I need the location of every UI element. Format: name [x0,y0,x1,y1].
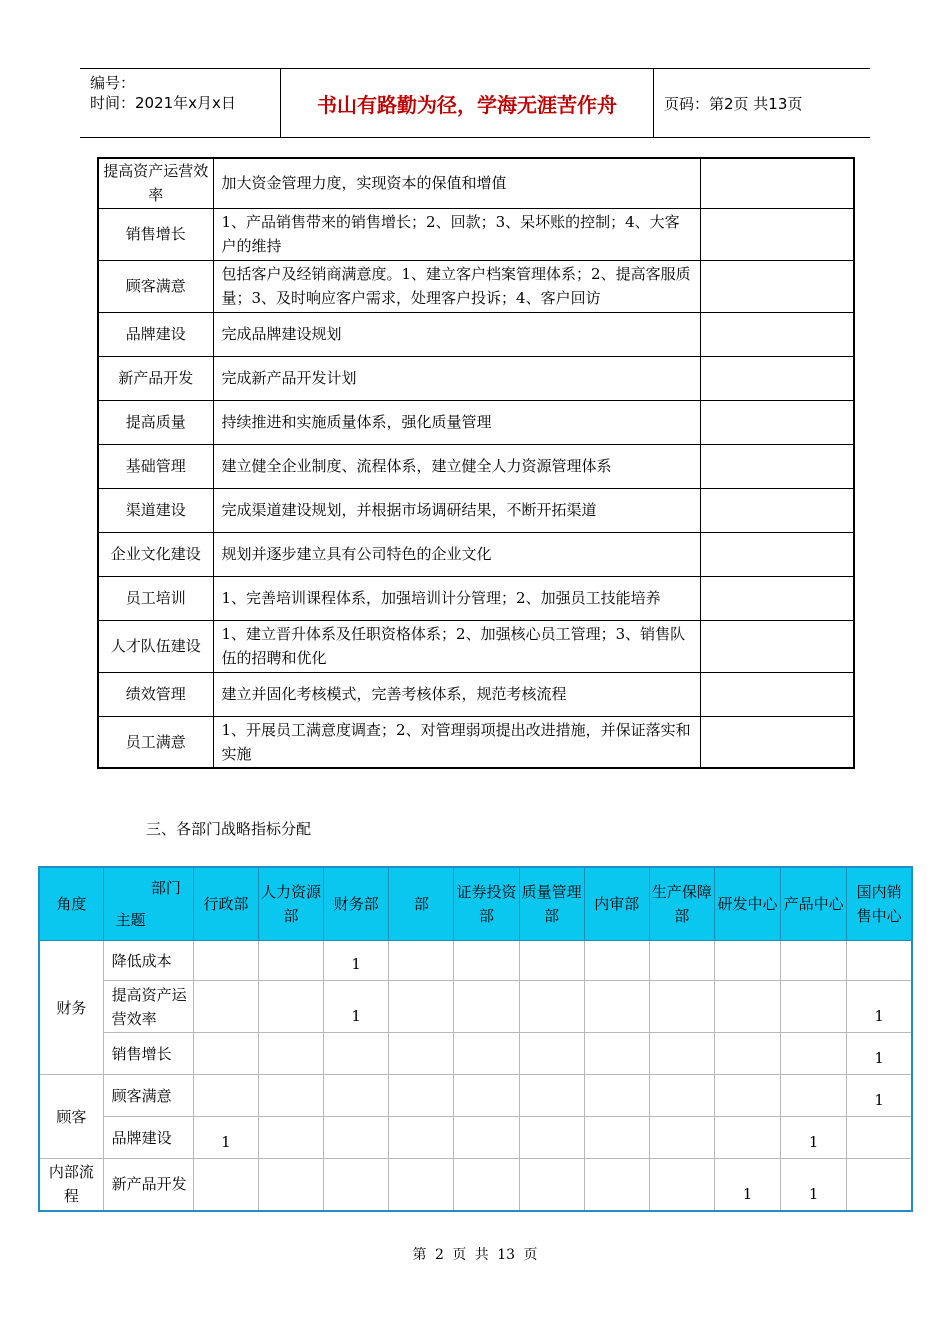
table-row [98,260,854,312]
value-cell: 1 [781,1117,847,1159]
department-header: 部 [389,867,454,941]
value-cell [324,1159,389,1211]
strategy-content-table [97,157,855,769]
value-cell [584,1159,649,1211]
value-cell [584,981,649,1033]
row-key: 人才队伍建设 [98,620,213,672]
value-cell [454,1033,519,1075]
table-row [98,620,854,672]
value-cell [193,941,258,981]
value-cell [454,981,519,1033]
table-row [98,672,854,716]
department-header: 研发中心 [714,867,780,941]
value-cell [454,1117,519,1159]
header-meta [80,69,281,137]
page-indicator: 页码：第2页 共13页 [664,94,803,113]
row-key: 企业文化建设 [98,532,213,576]
table-row [98,312,854,356]
row-note [700,312,854,356]
department-header: 内审部 [584,867,649,941]
row-content: 1、建立晋升体系及任职资格体系；2、加强核心员工管理；3、销售队伍的招聘和优化 [213,620,700,672]
value-cell [714,1075,780,1117]
value-cell [519,981,584,1033]
row-note [700,620,854,672]
row-content: 持续推进和实施质量体系，强化质量管理 [213,400,700,444]
row-content: 建立并固化考核模式，完善考核体系，规范考核流程 [213,672,700,716]
row-key: 新产品开发 [98,356,213,400]
table-row [39,1075,912,1117]
row-content: 加大资金管理力度，实现资本的保值和增值 [213,158,700,208]
table-header-row [39,867,912,941]
table-row [98,532,854,576]
row-note [700,260,854,312]
table-row [39,981,912,1033]
angle-cell: 财务 [39,941,103,1075]
value-cell [258,1033,323,1075]
value-cell [193,1075,258,1117]
value-cell [389,1033,454,1075]
value-cell: 1 [324,981,389,1033]
value-cell [324,1033,389,1075]
value-cell: 1 [324,941,389,981]
value-cell [847,1159,912,1211]
value-cell [389,1075,454,1117]
row-key: 顾客满意 [98,260,213,312]
row-note [700,532,854,576]
table-row [98,716,854,768]
value-cell [454,941,519,981]
department-header: 生产保障部 [649,867,714,941]
value-cell [649,1117,714,1159]
number-label: 编号： [90,74,136,92]
value-cell [258,1075,323,1117]
department-header: 质量管理部 [519,867,584,941]
value-cell [649,941,714,981]
value-cell [324,1075,389,1117]
row-content: 1、产品销售带来的销售增长；2、回款；3、呆坏账的控制；4、大客户的维持 [213,208,700,260]
value-cell [584,1033,649,1075]
topic-cell: 销售增长 [103,1033,193,1075]
page-header [80,68,870,138]
row-content: 建立健全企业制度、流程体系，建立健全人力资源管理体系 [213,444,700,488]
topic-cell: 新产品开发 [103,1159,193,1211]
value-cell [258,981,323,1033]
value-cell [258,1159,323,1211]
row-note [700,444,854,488]
row-content: 1、开展员工满意度调查；2、对管理弱项提出改进措施，并保证落实和实施 [213,716,700,768]
department-header: 证券投资部 [454,867,519,941]
department-header: 人力资源部 [258,867,323,941]
page-footer: 第 2 页 共 13 页 [412,1247,538,1263]
row-content: 完成品牌建设规划 [213,312,700,356]
value-cell [389,1159,454,1211]
value-cell [649,1159,714,1211]
value-cell: 1 [847,981,912,1033]
value-cell [258,1117,323,1159]
header-motto: 书山有路勤为径，学海无涯苦作舟 [281,69,654,137]
value-cell [519,1075,584,1117]
value-cell [714,981,780,1033]
value-cell [781,1075,847,1117]
value-cell: 1 [847,1033,912,1075]
value-cell [714,941,780,981]
value-cell [519,1033,584,1075]
table-row [39,1159,912,1211]
table-row [98,208,854,260]
value-cell [389,941,454,981]
value-cell: 1 [847,1075,912,1117]
department-header: 产品中心 [781,867,847,941]
value-cell [781,941,847,981]
value-cell [193,1033,258,1075]
row-content: 完成新产品开发计划 [213,356,700,400]
row-note [700,356,854,400]
department-indicator-table [38,866,913,1212]
table-row [39,1117,912,1159]
row-key: 员工满意 [98,716,213,768]
row-note [700,576,854,620]
value-cell [519,1159,584,1211]
row-key: 销售增长 [98,208,213,260]
value-cell [847,941,912,981]
strategy-content-body [98,158,854,768]
row-content: 规划并逐步建立具有公司特色的企业文化 [213,532,700,576]
department-indicator-body [39,867,912,1211]
value-cell [584,941,649,981]
value-cell: 1 [781,1159,847,1211]
department-header: 国内销售中心 [847,867,912,941]
corner-bottom: 主题 [115,911,146,929]
row-key: 绩效管理 [98,672,213,716]
value-cell [649,1075,714,1117]
row-content: 包括客户及经销商满意度。1、建立客户档案管理体系；2、提高客服质量；3、及时响应客户需求，处理客户投诉；4、客户回访 [213,260,700,312]
angle-cell: 内部流程 [39,1159,103,1211]
row-key: 提高资产运营效率 [98,158,213,208]
topic-cell: 品牌建设 [103,1117,193,1159]
value-cell [324,1117,389,1159]
department-header: 行政部 [193,867,258,941]
table-row [98,356,854,400]
row-note [700,716,854,768]
value-cell [258,941,323,981]
value-cell [714,1033,780,1075]
topic-cell: 顾客满意 [103,1075,193,1117]
table-row [39,941,912,981]
table-row [98,576,854,620]
value-cell [193,981,258,1033]
row-note [700,488,854,532]
row-key: 员工培训 [98,576,213,620]
corner-top: 部门 [150,879,181,897]
topic-cell: 降低成本 [103,941,193,981]
row-key: 品牌建设 [98,312,213,356]
row-note [700,400,854,444]
date-label: 时间：2021年x月x日 [90,94,236,112]
row-key: 渠道建设 [98,488,213,532]
value-cell [519,1117,584,1159]
value-cell [454,1075,519,1117]
value-cell: 1 [193,1117,258,1159]
value-cell [193,1159,258,1211]
value-cell [584,1075,649,1117]
row-key: 提高质量 [98,400,213,444]
value-cell [584,1117,649,1159]
value-cell [389,1117,454,1159]
value-cell [847,1117,912,1159]
table-row [98,400,854,444]
table-row [98,444,854,488]
angle-cell: 顾客 [39,1075,103,1159]
row-content: 完成渠道建设规划，并根据市场调研结果，不断开拓渠道 [213,488,700,532]
value-cell [649,981,714,1033]
row-note [700,158,854,208]
table-row [98,158,854,208]
value-cell [781,1033,847,1075]
corner-header [103,867,193,941]
department-header: 财务部 [324,867,389,941]
value-cell [519,941,584,981]
value-cell [389,981,454,1033]
row-note [700,672,854,716]
value-cell [714,1117,780,1159]
row-content: 1、完善培训课程体系，加强培训计分管理；2、加强员工技能培养 [213,576,700,620]
row-key: 基础管理 [98,444,213,488]
topic-cell: 提高资产运营效率 [103,981,193,1033]
row-note [700,208,854,260]
table-row [39,1033,912,1075]
value-cell [649,1033,714,1075]
angle-header: 角度 [39,867,103,941]
value-cell [454,1159,519,1211]
value-cell: 1 [714,1159,780,1211]
section-title: 三、各部门战略指标分配 [146,820,312,838]
table-row [98,488,854,532]
value-cell [781,981,847,1033]
